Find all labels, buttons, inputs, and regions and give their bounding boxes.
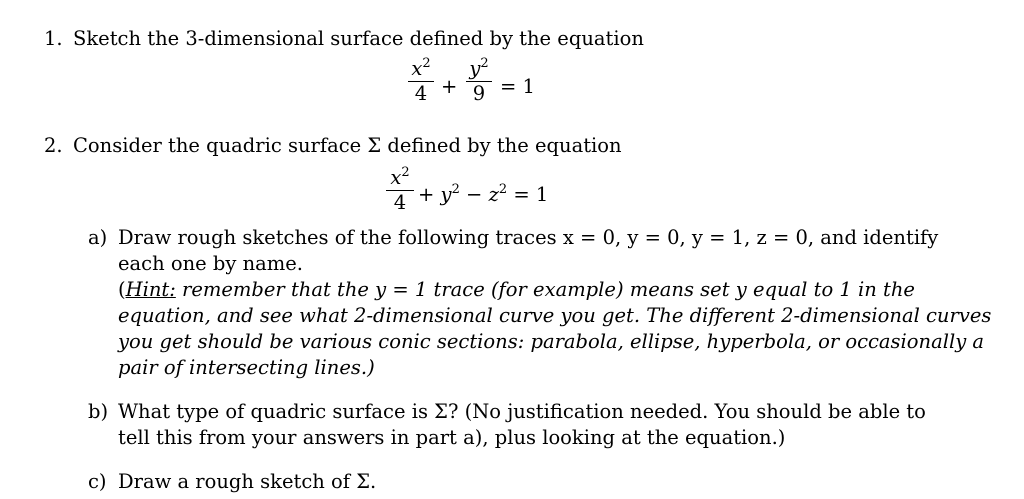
problem-2-number: 2.	[44, 134, 63, 157]
denominator: 9	[472, 82, 486, 105]
hint-line-2: equation, and see what 2-dimensional curve you get. The different 2-dimensional curves	[118, 304, 992, 327]
exponent: 2	[480, 56, 489, 71]
problem-2-text: Consider the quadric surface Σ defined by the equation	[73, 134, 622, 157]
var-y: y	[469, 57, 481, 80]
problem-1-text: Sketch the 3-dimensional surface defined by the equation	[73, 27, 644, 50]
minus-sign: −	[459, 183, 489, 206]
exponent: 2	[498, 182, 508, 197]
part-a-line-1: Draw rough sketches of the following traces x = 0, y = 0, y = 1, z = 0, and identify	[118, 226, 939, 249]
hint-label: Hint:	[125, 278, 176, 301]
exponent: 2	[422, 56, 431, 71]
part-b-line-1: What type of quadric surface is Σ? (No justification needed. You should be able to	[118, 400, 926, 423]
var-x: x	[390, 166, 402, 189]
equation-fraction-x-over-4	[408, 58, 434, 105]
exponent: 2	[401, 165, 410, 180]
equation-fraction-x-over-4	[386, 167, 414, 214]
plus-sign: +	[441, 75, 458, 98]
var-z: z	[488, 183, 499, 206]
equation-rest	[418, 182, 548, 208]
hint-line-1-rest: remember that the y = 1 trace (for example) means set y equal to 1 in the	[175, 278, 915, 301]
equals-one: = 1	[507, 183, 549, 206]
hint-line-1	[118, 277, 915, 303]
part-b-line-2: tell this from your answers in part a), plus looking at the equation.)	[118, 426, 786, 449]
equals-one: = 1	[500, 75, 535, 98]
hint-line-3: you get should be various conic sections: parabola, ellipse, hyperbola, or occasionally a	[118, 330, 985, 353]
problem-1-number: 1.	[44, 27, 63, 50]
part-a-line-2: each one by name.	[118, 252, 303, 275]
part-a-label: a)	[88, 226, 108, 249]
plus-sign: +	[418, 183, 441, 206]
part-b-label: b)	[88, 400, 109, 423]
part-c-line-1: Draw a rough sketch of Σ.	[118, 470, 377, 493]
exponent: 2	[451, 182, 460, 197]
denominator: 4	[393, 191, 407, 214]
hint-open-paren: (	[118, 278, 126, 301]
var-x: x	[411, 57, 423, 80]
equation-fraction-y-over-9	[466, 58, 492, 105]
hint-line-4: pair of intersecting lines.)	[118, 356, 375, 379]
var-y: y	[440, 183, 452, 206]
part-c-label: c)	[88, 470, 107, 493]
denominator: 4	[414, 82, 428, 105]
